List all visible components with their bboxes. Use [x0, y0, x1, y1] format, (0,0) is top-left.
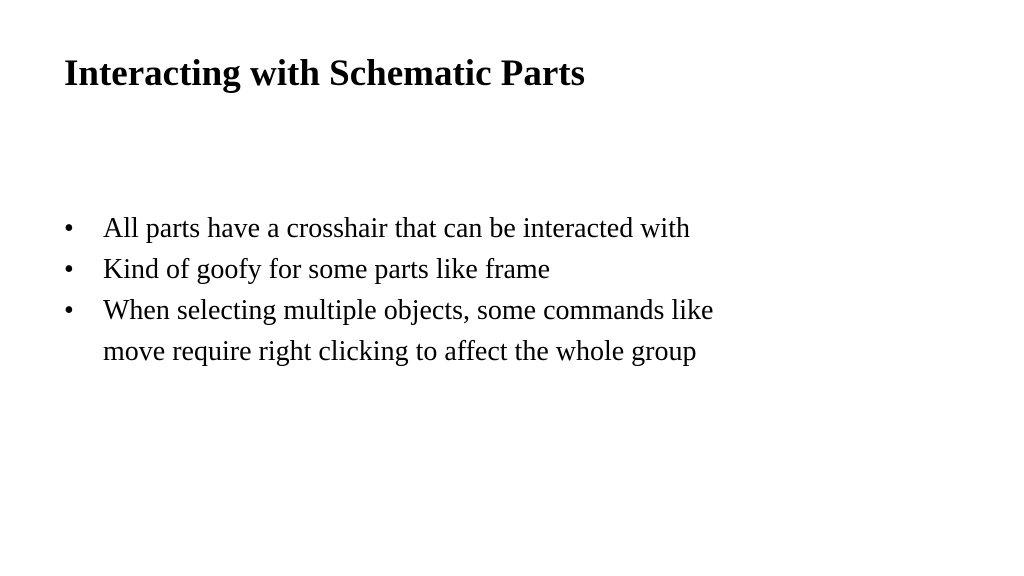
bullet-icon: •	[64, 295, 74, 326]
bullet-icon: •	[64, 213, 74, 244]
slide-title: Interacting with Schematic Parts	[64, 53, 585, 94]
bullet-item	[64, 208, 744, 249]
bullet-item	[64, 249, 744, 290]
bullet-text: When selecting multiple objects, some commands like move require right clicking to affect the whole group	[103, 295, 714, 367]
bullet-text: All parts have a crosshair that can be interacted with	[103, 213, 690, 244]
bullet-text: Kind of goofy for some parts like frame	[103, 254, 551, 285]
bullet-list	[64, 208, 744, 372]
bullet-item	[64, 290, 744, 372]
bullet-icon: •	[64, 254, 74, 285]
